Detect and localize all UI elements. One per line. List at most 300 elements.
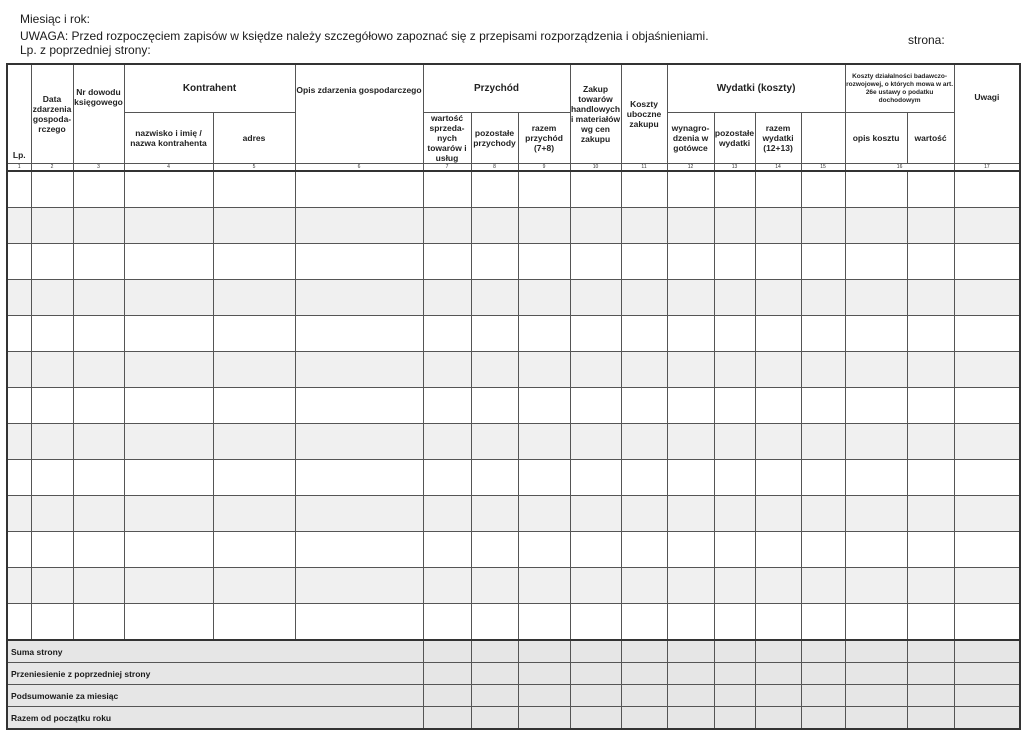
- column-number: 11: [621, 164, 667, 172]
- ledger-cell[interactable]: [471, 280, 518, 316]
- ledger-cell[interactable]: [295, 388, 423, 424]
- ledger-cell[interactable]: [73, 208, 124, 244]
- summary-cell[interactable]: [570, 663, 621, 685]
- ledger-cell[interactable]: [667, 388, 714, 424]
- ledger-cell[interactable]: [213, 352, 295, 388]
- ledger-cell[interactable]: [907, 352, 954, 388]
- ledger-cell[interactable]: [570, 388, 621, 424]
- ledger-cell[interactable]: [570, 316, 621, 352]
- ledger-cell[interactable]: [7, 460, 31, 496]
- ledger-cell[interactable]: [755, 424, 801, 460]
- ledger-cell[interactable]: [621, 496, 667, 532]
- ledger-cell[interactable]: [907, 280, 954, 316]
- ledger-cell[interactable]: [954, 532, 1020, 568]
- ledger-cell[interactable]: [621, 244, 667, 280]
- ledger-cell[interactable]: [471, 316, 518, 352]
- ledger-cell[interactable]: [518, 280, 570, 316]
- ledger-cell[interactable]: [295, 316, 423, 352]
- column-number: 9: [518, 164, 570, 172]
- ledger-table: [6, 63, 1021, 730]
- summary-cell[interactable]: [907, 663, 954, 685]
- ledger-cell[interactable]: [124, 604, 213, 641]
- summary-cell[interactable]: [667, 663, 714, 685]
- ledger-cell[interactable]: [755, 316, 801, 352]
- summary-cell[interactable]: [907, 640, 954, 663]
- ledger-cell[interactable]: [31, 171, 73, 208]
- ledger-cell[interactable]: [907, 316, 954, 352]
- summary-cell[interactable]: [518, 707, 570, 730]
- ledger-cell[interactable]: [801, 171, 845, 208]
- ledger-row: [7, 280, 1020, 316]
- ledger-cell[interactable]: [518, 568, 570, 604]
- column-number: 8: [471, 164, 518, 172]
- summary-cell[interactable]: [954, 640, 1020, 663]
- summary-cell[interactable]: [667, 707, 714, 730]
- ledger-cell[interactable]: [714, 352, 755, 388]
- ledger-cell[interactable]: [7, 532, 31, 568]
- summary-cell[interactable]: [845, 707, 907, 730]
- summary-cell[interactable]: [755, 663, 801, 685]
- ledger-cell[interactable]: [7, 208, 31, 244]
- ledger-cell[interactable]: [954, 388, 1020, 424]
- ledger-cell[interactable]: [213, 280, 295, 316]
- ledger-cell[interactable]: [518, 316, 570, 352]
- ledger-cell[interactable]: [570, 532, 621, 568]
- ledger-cell[interactable]: [621, 604, 667, 641]
- ledger-cell[interactable]: [295, 424, 423, 460]
- ledger-cell[interactable]: [801, 316, 845, 352]
- ledger-cell[interactable]: [621, 532, 667, 568]
- ledger-cell[interactable]: [518, 460, 570, 496]
- summary-cell[interactable]: [845, 663, 907, 685]
- ledger-cell[interactable]: [907, 460, 954, 496]
- ledger-cell[interactable]: [845, 388, 907, 424]
- summary-cell[interactable]: [518, 640, 570, 663]
- ledger-cell[interactable]: [31, 460, 73, 496]
- ledger-cell[interactable]: [801, 244, 845, 280]
- ledger-cell[interactable]: [667, 424, 714, 460]
- ledger-cell[interactable]: [73, 532, 124, 568]
- ledger-cell[interactable]: [295, 568, 423, 604]
- ledger-cell[interactable]: [518, 244, 570, 280]
- column-number: 15: [801, 164, 845, 172]
- ledger-cell[interactable]: [907, 532, 954, 568]
- ledger-cell[interactable]: [213, 460, 295, 496]
- ledger-cell[interactable]: [907, 568, 954, 604]
- ledger-cell[interactable]: [471, 208, 518, 244]
- ledger-cell[interactable]: [73, 460, 124, 496]
- summary-cell[interactable]: [423, 663, 471, 685]
- ledger-cell[interactable]: [801, 532, 845, 568]
- summary-cell[interactable]: [954, 685, 1020, 707]
- ledger-row: [7, 496, 1020, 532]
- ledger-cell[interactable]: [124, 568, 213, 604]
- ledger-cell[interactable]: [124, 388, 213, 424]
- ledger-cell[interactable]: [667, 460, 714, 496]
- ledger-cell[interactable]: [570, 208, 621, 244]
- summary-cell[interactable]: [518, 685, 570, 707]
- summary-cell[interactable]: [621, 685, 667, 707]
- ledger-cell[interactable]: [124, 280, 213, 316]
- ledger-cell[interactable]: [518, 352, 570, 388]
- ledger-cell[interactable]: [714, 568, 755, 604]
- ledger-cell[interactable]: [73, 424, 124, 460]
- ledger-cell[interactable]: [518, 424, 570, 460]
- summary-cell[interactable]: [845, 640, 907, 663]
- ledger-cell[interactable]: [124, 171, 213, 208]
- ledger-cell[interactable]: [714, 496, 755, 532]
- ledger-cell[interactable]: [845, 532, 907, 568]
- ledger-cell[interactable]: [31, 568, 73, 604]
- summary-cell[interactable]: [801, 640, 845, 663]
- ledger-cell[interactable]: [31, 532, 73, 568]
- summary-cell[interactable]: [423, 640, 471, 663]
- ledger-cell[interactable]: [423, 496, 471, 532]
- ledger-cell[interactable]: [954, 604, 1020, 641]
- ledger-cell[interactable]: [845, 208, 907, 244]
- summary-cell[interactable]: [471, 640, 518, 663]
- ledger-cell[interactable]: [954, 280, 1020, 316]
- ledger-cell[interactable]: [755, 460, 801, 496]
- ledger-cell[interactable]: [471, 388, 518, 424]
- ledger-cell[interactable]: [755, 604, 801, 641]
- ledger-cell[interactable]: [667, 208, 714, 244]
- ledger-cell[interactable]: [471, 460, 518, 496]
- summary-cell[interactable]: [621, 707, 667, 730]
- ledger-cell[interactable]: [570, 460, 621, 496]
- ledger-cell[interactable]: [31, 604, 73, 641]
- ledger-cell[interactable]: [954, 460, 1020, 496]
- ledger-cell[interactable]: [801, 280, 845, 316]
- ledger-cell[interactable]: [31, 208, 73, 244]
- ledger-cell[interactable]: [714, 208, 755, 244]
- ledger-cell[interactable]: [471, 496, 518, 532]
- ledger-cell[interactable]: [213, 568, 295, 604]
- summary-cell[interactable]: [907, 685, 954, 707]
- ledger-cell[interactable]: [755, 532, 801, 568]
- ledger-cell[interactable]: [907, 208, 954, 244]
- ledger-cell[interactable]: [423, 568, 471, 604]
- summary-cell[interactable]: [667, 640, 714, 663]
- ledger-cell[interactable]: [73, 496, 124, 532]
- ledger-cell[interactable]: [755, 568, 801, 604]
- ledger-cell[interactable]: [471, 568, 518, 604]
- ledger-cell[interactable]: [621, 352, 667, 388]
- ledger-cell[interactable]: [570, 568, 621, 604]
- ledger-cell[interactable]: [31, 244, 73, 280]
- ledger-cell[interactable]: [907, 388, 954, 424]
- ledger-cell[interactable]: [621, 388, 667, 424]
- ledger-cell[interactable]: [954, 244, 1020, 280]
- ledger-cell[interactable]: [621, 280, 667, 316]
- ledger-cell[interactable]: [31, 496, 73, 532]
- col-lp-header: Lp.: [7, 64, 31, 164]
- ledger-cell[interactable]: [621, 568, 667, 604]
- ledger-cell[interactable]: [667, 244, 714, 280]
- summary-cell[interactable]: [518, 663, 570, 685]
- summary-label: Podsumowanie za miesiąc: [7, 685, 423, 707]
- ledger-cell[interactable]: [73, 568, 124, 604]
- ledger-cell[interactable]: [73, 171, 124, 208]
- ledger-cell[interactable]: [518, 171, 570, 208]
- summary-cell[interactable]: [954, 663, 1020, 685]
- summary-row: [7, 640, 1020, 663]
- ledger-cell[interactable]: [31, 352, 73, 388]
- ledger-cell[interactable]: [954, 496, 1020, 532]
- summary-cell[interactable]: [755, 707, 801, 730]
- ledger-cell[interactable]: [845, 352, 907, 388]
- ledger-cell[interactable]: [7, 568, 31, 604]
- ledger-cell[interactable]: [7, 280, 31, 316]
- ledger-cell[interactable]: [801, 604, 845, 641]
- summary-cell[interactable]: [755, 685, 801, 707]
- ledger-cell[interactable]: [124, 460, 213, 496]
- ledger-cell[interactable]: [907, 244, 954, 280]
- ledger-cell[interactable]: [570, 171, 621, 208]
- summary-cell[interactable]: [954, 707, 1020, 730]
- ledger-cell[interactable]: [124, 208, 213, 244]
- summary-cell[interactable]: [423, 707, 471, 730]
- summary-cell[interactable]: [714, 685, 755, 707]
- summary-cell[interactable]: [801, 663, 845, 685]
- ledger-cell[interactable]: [954, 568, 1020, 604]
- ledger-cell[interactable]: [31, 424, 73, 460]
- ledger-cell[interactable]: [73, 352, 124, 388]
- ledger-cell[interactable]: [124, 496, 213, 532]
- col-total-expenses-header: razem wydatki (12+13): [755, 113, 801, 164]
- ledger-cell[interactable]: [73, 604, 124, 641]
- ledger-cell[interactable]: [31, 316, 73, 352]
- ledger-cell[interactable]: [471, 244, 518, 280]
- summary-cell[interactable]: [667, 685, 714, 707]
- ledger-cell[interactable]: [570, 496, 621, 532]
- column-number: 2: [31, 164, 73, 172]
- ledger-cell[interactable]: [295, 460, 423, 496]
- ledger-cell[interactable]: [124, 532, 213, 568]
- ledger-cell[interactable]: [801, 568, 845, 604]
- ledger-cell[interactable]: [423, 604, 471, 641]
- ledger-cell[interactable]: [907, 424, 954, 460]
- ledger-cell[interactable]: [213, 604, 295, 641]
- ledger-cell[interactable]: [7, 388, 31, 424]
- ledger-cell[interactable]: [423, 532, 471, 568]
- ledger-cell[interactable]: [801, 424, 845, 460]
- ledger-cell[interactable]: [295, 171, 423, 208]
- ledger-cell[interactable]: [954, 352, 1020, 388]
- ledger-cell[interactable]: [954, 208, 1020, 244]
- summary-label: Suma strony: [7, 640, 423, 663]
- ledger-cell[interactable]: [667, 604, 714, 641]
- ledger-cell[interactable]: [295, 352, 423, 388]
- ledger-cell[interactable]: [755, 171, 801, 208]
- ledger-cell[interactable]: [714, 532, 755, 568]
- ledger-cell[interactable]: [213, 424, 295, 460]
- ledger-cell[interactable]: [295, 280, 423, 316]
- ledger-cell[interactable]: [73, 244, 124, 280]
- summary-cell[interactable]: [714, 663, 755, 685]
- ledger-cell[interactable]: [423, 424, 471, 460]
- ledger-cell[interactable]: [755, 280, 801, 316]
- ledger-cell[interactable]: [73, 316, 124, 352]
- summary-row: [7, 707, 1020, 730]
- ledger-cell[interactable]: [124, 244, 213, 280]
- summary-row: [7, 663, 1020, 685]
- summary-cell[interactable]: [755, 640, 801, 663]
- ledger-cell[interactable]: [518, 388, 570, 424]
- ledger-cell[interactable]: [423, 388, 471, 424]
- ledger-cell[interactable]: [213, 208, 295, 244]
- ledger-cell[interactable]: [755, 496, 801, 532]
- ledger-cell[interactable]: [7, 316, 31, 352]
- ledger-cell[interactable]: [518, 532, 570, 568]
- ledger-cell[interactable]: [621, 424, 667, 460]
- ledger-cell[interactable]: [213, 244, 295, 280]
- ledger-cell[interactable]: [667, 568, 714, 604]
- ledger-cell[interactable]: [667, 316, 714, 352]
- ledger-cell[interactable]: [845, 280, 907, 316]
- ledger-cell[interactable]: [755, 208, 801, 244]
- ledger-cell[interactable]: [954, 424, 1020, 460]
- col-rd-description-header: opis kosztu: [845, 113, 907, 164]
- ledger-cell[interactable]: [295, 532, 423, 568]
- ledger-cell[interactable]: [471, 604, 518, 641]
- ledger-cell[interactable]: [570, 280, 621, 316]
- ledger-cell[interactable]: [570, 352, 621, 388]
- ledger-cell[interactable]: [907, 171, 954, 208]
- ledger-cell[interactable]: [845, 568, 907, 604]
- ledger-cell[interactable]: [7, 496, 31, 532]
- ledger-cell[interactable]: [621, 316, 667, 352]
- summary-cell[interactable]: [621, 640, 667, 663]
- ledger-cell[interactable]: [423, 352, 471, 388]
- ledger-cell[interactable]: [570, 244, 621, 280]
- ledger-cell[interactable]: [295, 604, 423, 641]
- ledger-cell[interactable]: [471, 352, 518, 388]
- ledger-cell[interactable]: [295, 496, 423, 532]
- ledger-cell[interactable]: [73, 280, 124, 316]
- ledger-cell[interactable]: [714, 171, 755, 208]
- summary-cell[interactable]: [471, 707, 518, 730]
- ledger-cell[interactable]: [845, 496, 907, 532]
- ledger-cell[interactable]: [124, 316, 213, 352]
- ledger-cell[interactable]: [845, 171, 907, 208]
- ledger-cell[interactable]: [954, 316, 1020, 352]
- ledger-cell[interactable]: [423, 244, 471, 280]
- ledger-cell[interactable]: [714, 244, 755, 280]
- ledger-row: [7, 244, 1020, 280]
- summary-cell[interactable]: [714, 640, 755, 663]
- ledger-cell[interactable]: [907, 604, 954, 641]
- ledger-cell[interactable]: [518, 496, 570, 532]
- ledger-cell[interactable]: [423, 208, 471, 244]
- ledger-cell[interactable]: [667, 171, 714, 208]
- ledger-cell[interactable]: [845, 604, 907, 641]
- summary-cell[interactable]: [570, 685, 621, 707]
- ledger-cell[interactable]: [714, 316, 755, 352]
- ledger-cell[interactable]: [714, 388, 755, 424]
- summary-cell[interactable]: [423, 685, 471, 707]
- summary-cell[interactable]: [570, 707, 621, 730]
- ledger-cell[interactable]: [621, 460, 667, 496]
- summary-cell[interactable]: [621, 663, 667, 685]
- ledger-cell[interactable]: [714, 604, 755, 641]
- ledger-cell[interactable]: [423, 316, 471, 352]
- ledger-cell[interactable]: [213, 388, 295, 424]
- ledger-cell[interactable]: [845, 244, 907, 280]
- summary-cell[interactable]: [714, 707, 755, 730]
- ledger-cell[interactable]: [73, 388, 124, 424]
- summary-cell[interactable]: [801, 707, 845, 730]
- ledger-cell[interactable]: [7, 352, 31, 388]
- ledger-cell[interactable]: [801, 208, 845, 244]
- ledger-cell[interactable]: [755, 352, 801, 388]
- summary-cell[interactable]: [471, 685, 518, 707]
- ledger-cell[interactable]: [667, 532, 714, 568]
- ledger-cell[interactable]: [667, 352, 714, 388]
- ledger-cell[interactable]: [124, 352, 213, 388]
- ledger-cell[interactable]: [31, 280, 73, 316]
- ledger-cell[interactable]: [213, 532, 295, 568]
- ledger-cell[interactable]: [518, 208, 570, 244]
- ledger-cell[interactable]: [7, 244, 31, 280]
- ledger-cell[interactable]: [714, 460, 755, 496]
- ledger-cell[interactable]: [621, 208, 667, 244]
- ledger-cell[interactable]: [213, 496, 295, 532]
- ledger-cell[interactable]: [845, 424, 907, 460]
- ledger-cell[interactable]: [801, 496, 845, 532]
- ledger-cell[interactable]: [31, 388, 73, 424]
- ledger-cell[interactable]: [7, 424, 31, 460]
- ledger-cell[interactable]: [423, 171, 471, 208]
- ledger-cell[interactable]: [124, 424, 213, 460]
- ledger-cell[interactable]: [518, 604, 570, 641]
- ledger-cell[interactable]: [423, 280, 471, 316]
- ledger-cell[interactable]: [755, 388, 801, 424]
- summary-cell[interactable]: [471, 663, 518, 685]
- summary-cell[interactable]: [845, 685, 907, 707]
- ledger-cell[interactable]: [801, 352, 845, 388]
- summary-cell[interactable]: [801, 685, 845, 707]
- ledger-cell[interactable]: [7, 604, 31, 641]
- ledger-cell[interactable]: [845, 316, 907, 352]
- ledger-cell[interactable]: [907, 496, 954, 532]
- ledger-cell[interactable]: [423, 460, 471, 496]
- ledger-cell[interactable]: [954, 171, 1020, 208]
- column-number: 14: [755, 164, 801, 172]
- ledger-cell[interactable]: [213, 171, 295, 208]
- ledger-cell[interactable]: [295, 244, 423, 280]
- ledger-cell[interactable]: [801, 460, 845, 496]
- summary-cell[interactable]: [907, 707, 954, 730]
- ledger-cell[interactable]: [621, 171, 667, 208]
- ledger-cell[interactable]: [295, 208, 423, 244]
- ledger-cell[interactable]: [714, 424, 755, 460]
- ledger-cell[interactable]: [667, 496, 714, 532]
- ledger-cell[interactable]: [845, 460, 907, 496]
- summary-cell[interactable]: [570, 640, 621, 663]
- ledger-cell[interactable]: [801, 388, 845, 424]
- ledger-cell[interactable]: [667, 280, 714, 316]
- ledger-cell[interactable]: [7, 171, 31, 208]
- ledger-cell[interactable]: [714, 280, 755, 316]
- ledger-cell[interactable]: [213, 316, 295, 352]
- ledger-cell[interactable]: [471, 171, 518, 208]
- ledger-cell[interactable]: [471, 424, 518, 460]
- ledger-cell[interactable]: [570, 424, 621, 460]
- ledger-cell[interactable]: [471, 532, 518, 568]
- ledger-cell[interactable]: [570, 604, 621, 641]
- ledger-cell[interactable]: [755, 244, 801, 280]
